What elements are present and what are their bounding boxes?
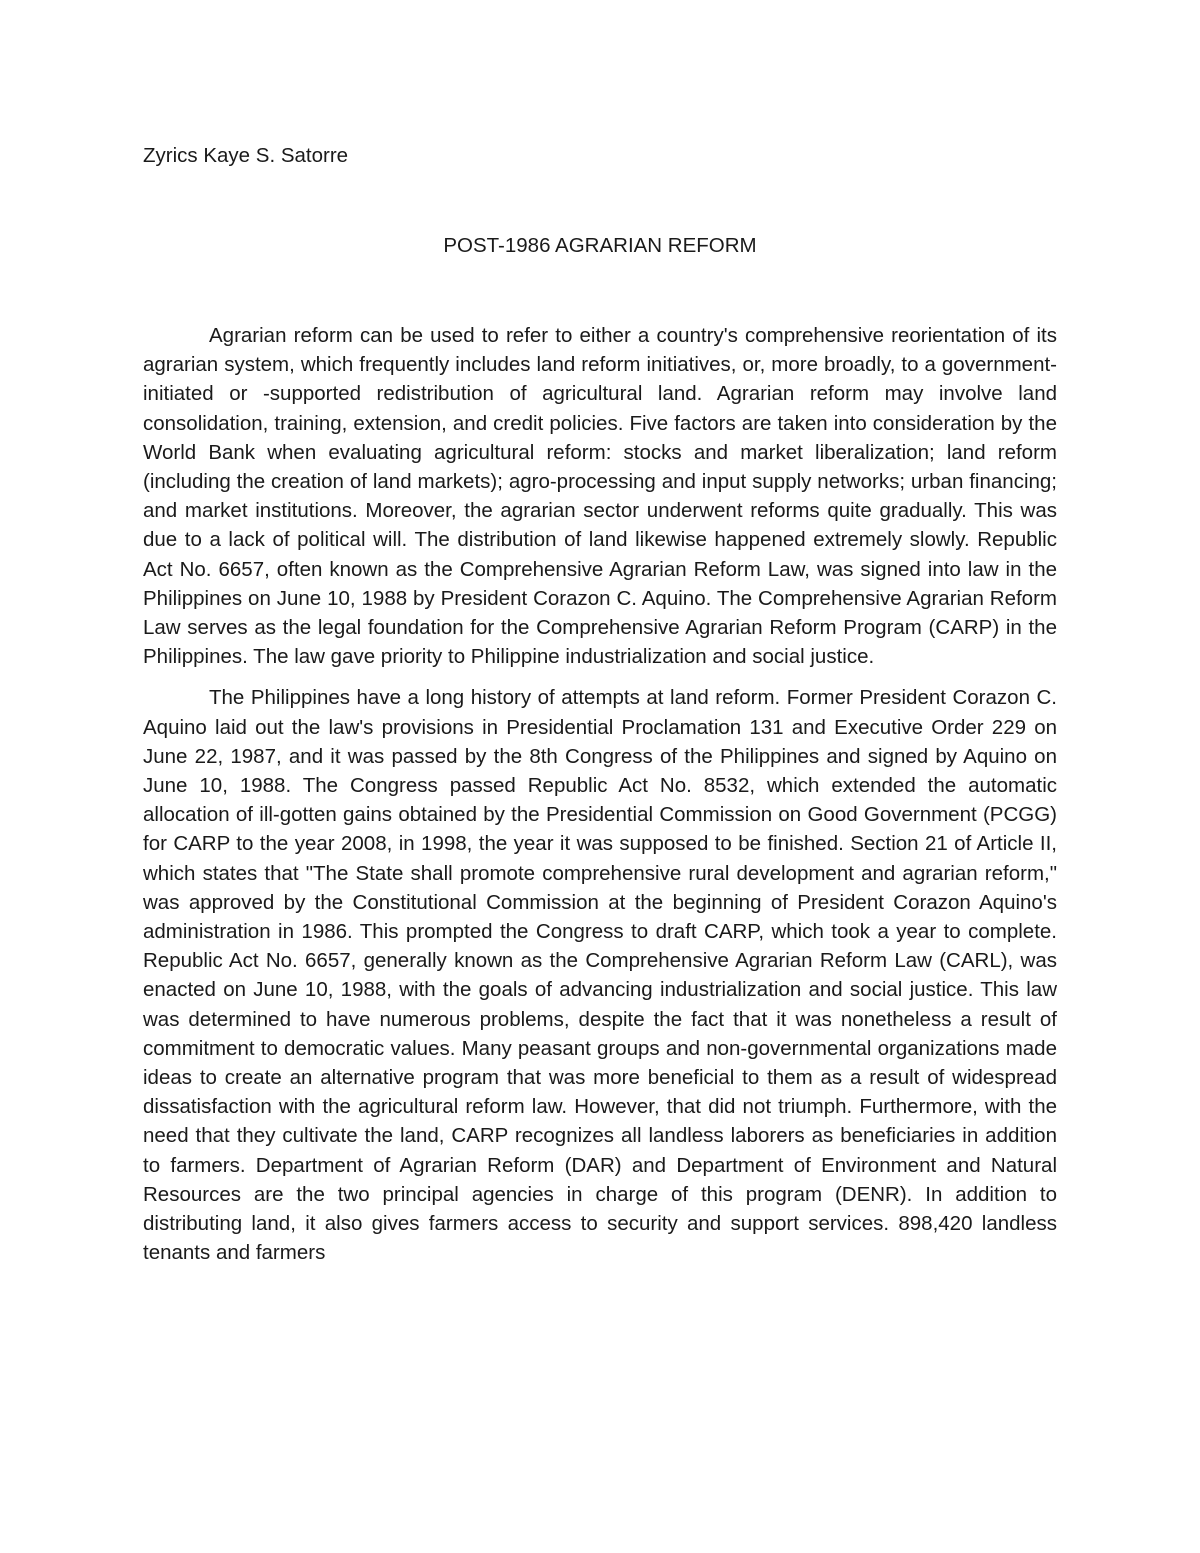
document-body — [143, 321, 1057, 1268]
body-paragraph-1: Agrarian reform can be used to refer to either a country's comprehensive reorientation of its agrarian system, which frequently includes land reform initiatives, or, more broadly, to a government-initiated or -supported redistribution of agricultural land. Agrarian reform may involve land consolidation, training, extension, and credit policies. Five factors are taken into consideration by the World Bank when evaluating agricultural reform: stocks and market liberalization; land reform (including the creation of land markets); agro-processing and input supply networks; urban financing; and market institutions. Moreover, the agrarian sector underwent reforms quite gradually. This was due to a lack of political will. The distribution of land likewise happened extremely slowly. Republic Act No. 6657, often known as the Comprehensive Agrarian Reform Law, was signed into law in the Philippines on June 10, 1988 by President Corazon C. Aquino. The Comprehensive Agrarian Reform Law serves as the legal foundation for the Comprehensive Agrarian Reform Program (CARP) in the Philippines. The law gave priority to Philippine industrialization and social justice. — [143, 324, 1057, 669]
document-title: POST-1986 AGRARIAN REFORM — [443, 234, 757, 257]
body-paragraph-2: The Philippines have a long history of attempts at land reform. Former President Corazon C. Aquino laid out the law's provisions in Presidential Proclamation 131 and Executive Order 229 on June 22, 1987, and it was passed by the 8th Congress of the Philippines and signed by Aquino on June 10, 1988. The Congress passed Republic Act No. 8532, which extended the automatic allocation of ill-gotten gains obtained by the Presidential Commission on Good Government (PCGG) for CARP to the year 2008, in 1998, the year it was supposed to be finished. Section 21 of Article II, which states that "The State shall promote comprehensive rural development and agrarian reform," was approved by the Constitutional Commission at the beginning of President Corazon Aquino's administration in 1986. This prompted the Congress to draft CARP, which took a year to complete. Republic Act No. 6657, generally known as the Comprehensive Agrarian Reform Law (CARL), was enacted on June 10, 1988, with the goals of advancing industrialization and social justice. This law was determined to have numerous problems, despite the fact that it was nonetheless a result of commitment to democratic values. Many peasant groups and non-governmental organizations made ideas to create an alternative program that was more beneficial to them as a result of widespread dissatisfaction with the agricultural reform law. However, that did not triumph. Furthermore, with the need that they cultivate the land, CARP recognizes all landless laborers as beneficiaries in addition to farmers. Department of Agrarian Reform (DAR) and Department of Environment and Natural Resources are the two principal agencies in charge of this program (DENR). In addition to distributing land, it also gives farmers access to security and support services. 898,420 landless tenants and farmers — [143, 686, 1057, 1265]
author-name: Zyrics Kaye S. Satorre — [143, 144, 349, 167]
document-page — [143, 141, 1057, 1268]
